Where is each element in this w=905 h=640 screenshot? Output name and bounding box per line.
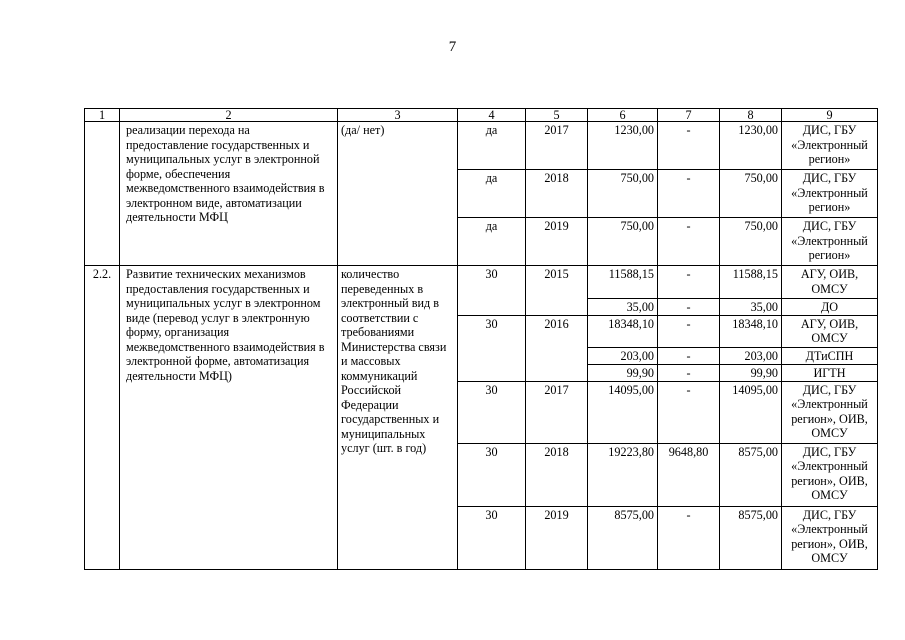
column8-cell: 11588,15 [720, 266, 782, 299]
column7-cell: - [658, 506, 720, 569]
header-cell: 6 [588, 109, 658, 122]
executor-cell: ДИС, ГБУ «Электронный регион», ОИВ, ОМСУ [782, 506, 878, 569]
year-cell: 2018 [526, 170, 588, 218]
executor-cell: ДИС, ГБУ «Электронный регион», ОИВ, ОМСУ [782, 443, 878, 506]
executor-cell: ДО [782, 299, 878, 316]
table-row [85, 122, 878, 170]
indicator-value-cell: да [458, 122, 526, 170]
total-cell: 11588,15 [588, 266, 658, 299]
indicator-value-cell: да [458, 218, 526, 266]
header-cell: 8 [720, 109, 782, 122]
column7-cell: - [658, 364, 720, 381]
column7-cell: - [658, 266, 720, 299]
year-cell: 2017 [526, 122, 588, 170]
measure-description: реализации перехода на предоставление государственных и муниципальных услуг в электронной форме, обеспечения межведомственного взаимодействия в электронном виде, автоматизации деятельности МФЦ [120, 122, 338, 266]
column7-cell: - [658, 381, 720, 443]
item-number-cell: 2.2. [85, 266, 120, 570]
column8-cell: 8575,00 [720, 443, 782, 506]
column7-cell: 9648,80 [658, 443, 720, 506]
column8-cell: 99,90 [720, 364, 782, 381]
header-cell: 3 [338, 109, 458, 122]
column8-cell: 750,00 [720, 170, 782, 218]
total-cell: 750,00 [588, 218, 658, 266]
column7-cell: - [658, 170, 720, 218]
header-cell: 1 [85, 109, 120, 122]
indicator-cell: количество переведенных в электронный вид в соответствии с требованиями Министерства связи и массовых коммуникаций Российской Федерации государственных и муниципальных услуг (шт. в год) [338, 266, 458, 570]
executor-cell: ДТиСПН [782, 347, 878, 364]
year-cell: 2019 [526, 506, 588, 569]
year-cell: 2015 [526, 266, 588, 316]
executor-cell: ДИС, ГБУ «Электронный регион» [782, 170, 878, 218]
header-cell: 4 [458, 109, 526, 122]
year-cell: 2019 [526, 218, 588, 266]
header-cell: 5 [526, 109, 588, 122]
table-row [85, 266, 878, 299]
header-cell: 2 [120, 109, 338, 122]
indicator-value-cell: да [458, 170, 526, 218]
executor-cell: ДИС, ГБУ «Электронный регион» [782, 218, 878, 266]
column8-cell: 203,00 [720, 347, 782, 364]
total-cell: 99,90 [588, 364, 658, 381]
year-cell: 2018 [526, 443, 588, 506]
total-cell: 750,00 [588, 170, 658, 218]
year-cell: 2016 [526, 315, 588, 381]
total-cell: 18348,10 [588, 315, 658, 347]
indicator-value-cell: 30 [458, 315, 526, 381]
executor-cell: АГУ, ОИВ, ОМСУ [782, 266, 878, 299]
item-number-cell [85, 122, 120, 266]
total-cell: 203,00 [588, 347, 658, 364]
indicator-value-cell: 30 [458, 443, 526, 506]
column8-cell: 8575,00 [720, 506, 782, 569]
header-cell: 7 [658, 109, 720, 122]
executor-cell: ДИС, ГБУ «Электронный регион» [782, 122, 878, 170]
header-cell: 9 [782, 109, 878, 122]
total-cell: 19223,80 [588, 443, 658, 506]
column8-cell: 18348,10 [720, 315, 782, 347]
column7-cell: - [658, 299, 720, 316]
header-row [85, 109, 878, 122]
total-cell: 14095,00 [588, 381, 658, 443]
indicator-value-cell: 30 [458, 381, 526, 443]
indicator-value-cell: 30 [458, 266, 526, 316]
indicator-cell: (да/ нет) [338, 122, 458, 266]
column8-cell: 1230,00 [720, 122, 782, 170]
column7-cell: - [658, 122, 720, 170]
total-cell: 8575,00 [588, 506, 658, 569]
year-cell: 2017 [526, 381, 588, 443]
executor-cell: ИГТН [782, 364, 878, 381]
column7-cell: - [658, 218, 720, 266]
column8-cell: 35,00 [720, 299, 782, 316]
executor-cell: АГУ, ОИВ, ОМСУ [782, 315, 878, 347]
column8-cell: 750,00 [720, 218, 782, 266]
program-measures-table [84, 108, 878, 570]
total-cell: 1230,00 [588, 122, 658, 170]
measure-description: Развитие технических механизмов предоставления государственных и муниципальных услуг в электронном виде (перевод услуг в электронную форму, организация межведомственного взаимодействия в электронной форме, автоматизация деятельности МФЦ) [120, 266, 338, 570]
column7-cell: - [658, 315, 720, 347]
page-number: 7 [448, 39, 457, 55]
column7-cell: - [658, 347, 720, 364]
column8-cell: 14095,00 [720, 381, 782, 443]
executor-cell: ДИС, ГБУ «Электронный регион», ОИВ, ОМСУ [782, 381, 878, 443]
total-cell: 35,00 [588, 299, 658, 316]
indicator-value-cell: 30 [458, 506, 526, 569]
